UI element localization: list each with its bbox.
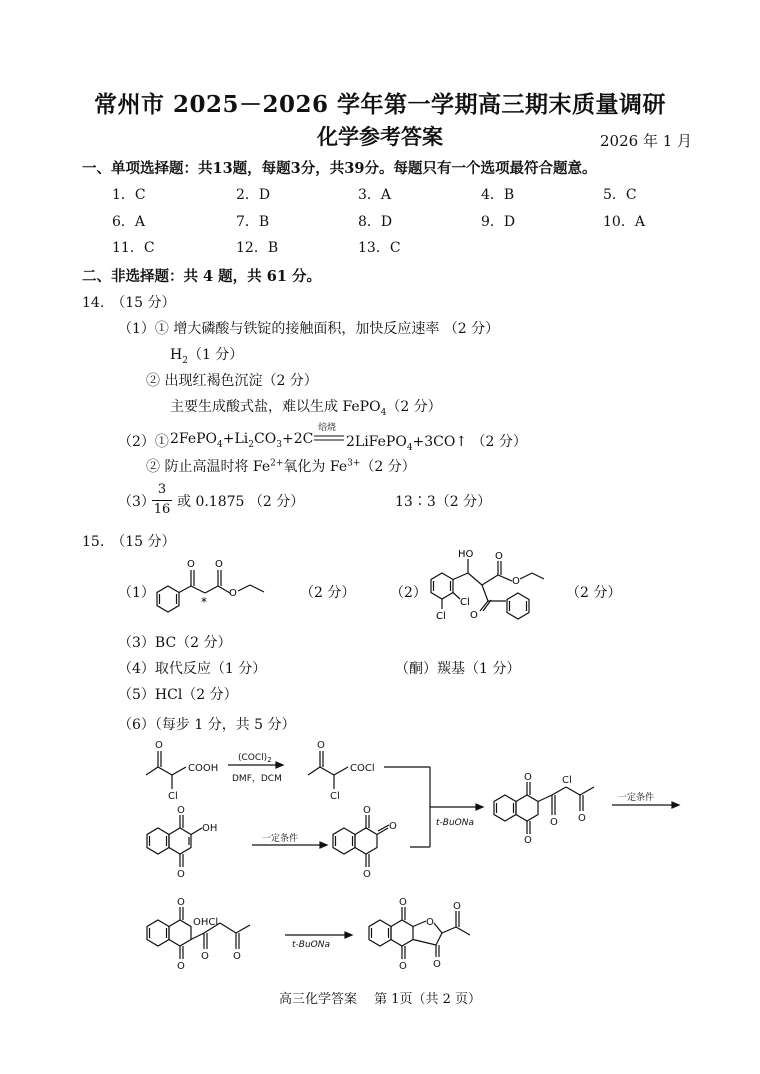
q14-2-label: （2）① <box>118 434 169 450</box>
page-footer: 高三化学答案 第 1页（共 2 页） <box>278 992 482 1007</box>
route-label: O <box>453 901 461 912</box>
route-label: OH <box>202 823 218 834</box>
q14-3-decimal: 或 0.1875 （2 分） <box>177 494 305 510</box>
structure-label: O <box>187 559 195 570</box>
mc-answer: 3．A <box>358 187 392 203</box>
mc-answer: 6．A <box>112 214 146 230</box>
equation-condition: 焙烧 <box>318 423 337 433</box>
route-label: O <box>399 961 407 972</box>
page-title: 常州市 2025－2026 学年第一学期高三期末质量调研 <box>93 91 667 118</box>
equation-equals-sign <box>314 434 344 444</box>
route-label: O <box>177 961 185 972</box>
route-label: O <box>433 959 441 970</box>
structure-label: Cl <box>460 597 470 608</box>
mc-answer: 1．C <box>112 187 146 203</box>
q15-heading: 15. （15 分） <box>82 534 176 550</box>
structure-label: O <box>229 588 237 599</box>
q15-4b: （酮）羰基（1 分） <box>395 661 521 677</box>
route-label: O <box>426 917 434 928</box>
page-subtitle: 化学参考答案 <box>317 124 443 149</box>
q14-equation-left: $2FePO_4+Li_2CO_3+2C$ <box>170 431 314 450</box>
route-label: O <box>317 740 325 751</box>
route-base: t-BuONa <box>436 818 474 828</box>
mc-answer: 7．B <box>236 214 270 230</box>
route-label: O <box>399 897 407 908</box>
route-label: O <box>578 813 586 824</box>
route-label: COOH <box>188 763 219 774</box>
structure-label: O <box>495 551 503 562</box>
route-label: O <box>233 951 241 962</box>
mc-answer: 12．B <box>236 240 279 256</box>
route-label: O <box>550 817 558 828</box>
q15-1-score: （2 分） <box>300 585 356 601</box>
exam-date: 2026 年 1 月 <box>600 132 693 150</box>
section2-heading: 二、非选择题：共 4 题，共 61 分。 <box>82 268 321 285</box>
route-label: O <box>177 869 185 880</box>
q15-4: （4）取代反应（1 分） <box>118 661 267 677</box>
route-label: O <box>363 805 371 816</box>
route-label: OHCl <box>193 917 219 928</box>
mc-answer: 4．B <box>481 187 515 203</box>
route-label: O <box>524 835 532 846</box>
synthesis-route <box>140 735 700 985</box>
route-base: t-BuONa <box>292 940 330 950</box>
route-label: Cl <box>562 775 572 786</box>
mc-answer: 9．D <box>481 214 516 230</box>
route-solvent: DMF，DCM <box>232 774 282 784</box>
mc-answer: 10．A <box>603 214 645 230</box>
structure-label: HO <box>458 549 474 560</box>
route-label: Cl <box>330 791 340 802</box>
q15-6: （6）（每步 1 分，共 5 分） <box>118 717 296 733</box>
q14-3-ratio: 13∶3（2 分） <box>395 494 492 510</box>
route-condition: 一定条件 <box>618 793 655 803</box>
fraction-numerator: 3 <box>157 482 167 497</box>
q14-heading: 14. （15 分） <box>82 295 176 311</box>
mc-answer: 5．C <box>603 187 637 203</box>
structure-15-2 <box>418 545 568 630</box>
q14-1-1b: $H_2(1$ 分） <box>170 347 244 366</box>
q15-2-score: （2 分） <box>566 585 622 601</box>
q14-1-2b: 主要生成酸式盐，难以生成 FePO$_4$（2 分） <box>170 399 442 418</box>
route-label: O <box>155 740 163 751</box>
structure-label: O <box>512 576 520 587</box>
mc-answer: 2．D <box>236 187 271 203</box>
structure-label: * <box>201 595 207 609</box>
q15-5: （5）HCl（2 分） <box>118 687 238 703</box>
q14-2-2: ② 防止高温时将 $Fe^{2+}$氧化为 $Fe^{3+}(2$ 分） <box>146 458 416 475</box>
route-label: O <box>524 772 532 783</box>
route-label: O <box>363 869 371 880</box>
structure-label: Cl <box>436 611 446 622</box>
structure-label: O <box>215 559 223 570</box>
mc-answer: 11．C <box>112 240 155 256</box>
fraction-bar <box>152 500 172 501</box>
mc-answer: 8．D <box>358 214 393 230</box>
fraction-denominator: 16 <box>153 502 171 517</box>
route-label: O <box>389 821 397 832</box>
q15-1-label: （1） <box>118 585 155 601</box>
section1-heading: 一、单项选择题：共13题，每题3分，共39分。每题只有一个选项最符合题意。 <box>82 160 597 177</box>
structure-15-1 <box>146 545 281 620</box>
route-label: O <box>177 805 185 816</box>
q14-equation-right: 2LiFePO$_4$+3CO↑ （2 分） <box>346 434 527 453</box>
route-condition: 一定条件 <box>262 834 299 844</box>
route-label: Cl <box>168 791 178 802</box>
route-reagent: $(COCl)_2$ <box>238 753 272 764</box>
route-label: COCl <box>350 763 375 774</box>
q15-2-label: （2） <box>390 585 427 601</box>
route-label: O <box>177 897 185 908</box>
q14-3-label: （3） <box>118 494 155 510</box>
q15-3: （3）BC（2 分） <box>118 635 232 651</box>
mc-answer: 13．C <box>358 240 401 256</box>
structure-label: O <box>470 610 478 621</box>
q14-1-1: （1）① 增大磷酸与铁锭的接触面积，加快反应速率 （2 分） <box>118 321 500 337</box>
q14-1-2: ② 出现红褐色沉淀（2 分） <box>146 373 318 389</box>
route-label: O <box>201 951 209 962</box>
